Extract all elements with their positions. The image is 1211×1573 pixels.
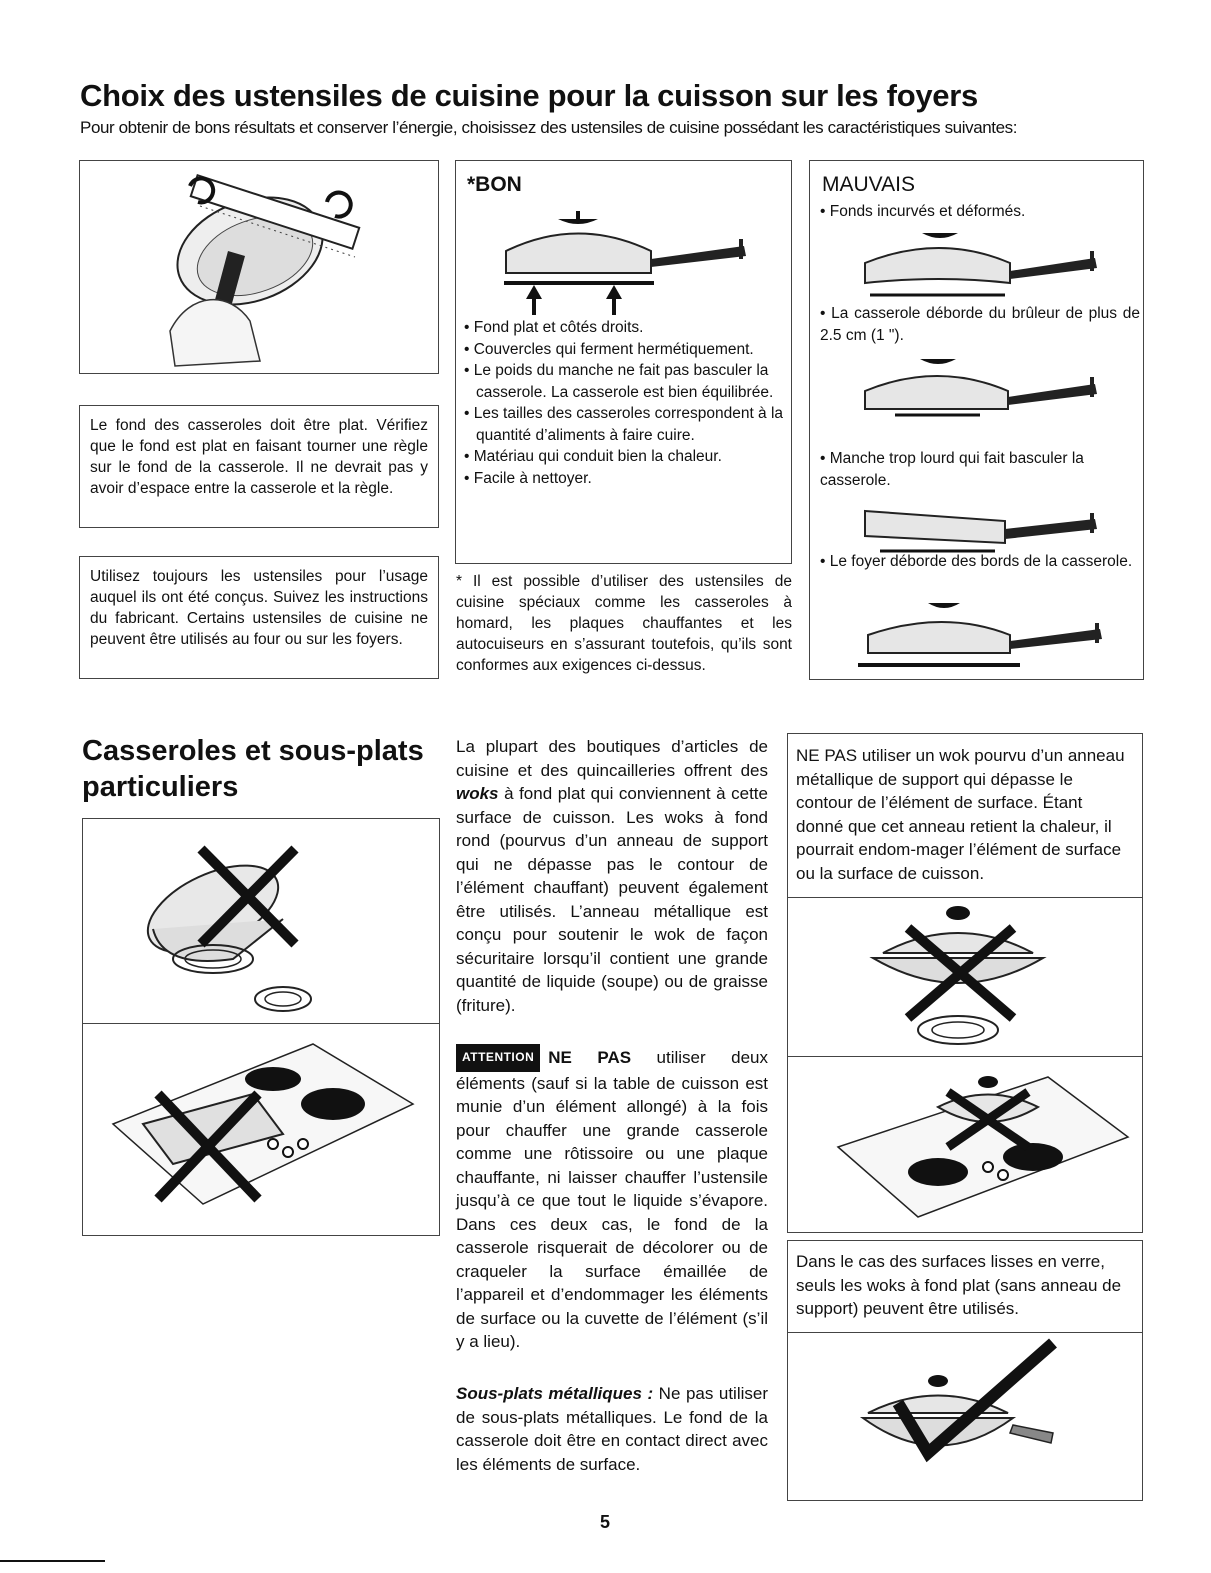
- cooktop-wok-illustration: [787, 1056, 1143, 1233]
- warning-text: utiliser deux éléments (sauf si la table de cuisson est munie d’un élément allongé) à la fois pour chauffer une grande casserole comme une rôtissoire ou une plaque chauffante, ni laisser chauffer l’ustensile jusqu’à ce que tout le liquide s’évapore. Dans ces deux cas, le fond de la casserole risquerait de décolorer ou de craqueler la surface émaillée de l’appareil et d’endommager les éléments de surface ou la cuvette de l’élément (s’il y a lieu).: [456, 1048, 768, 1351]
- usage-note-text: Utilisez toujours les ustensiles pour l’usage auquel ils ont été conçus. Suivez les instructions du fabricant. Certains ustensiles de cuisine ne peuvent être utilisés au four ou sur les foyers.: [90, 568, 428, 648]
- ruler-pan-illustration: [80, 161, 440, 375]
- griddle-illustration: [82, 1023, 440, 1236]
- bon-list: [464, 317, 784, 489]
- griddle-on-cooktop-icon: [83, 1024, 441, 1237]
- footer-line: [0, 1560, 105, 1562]
- bon-heading: *BON: [467, 173, 522, 196]
- bon-item: • Facile à nettoyer.: [464, 469, 592, 487]
- mauvais-item: • La casserole déborde du brûleur de plus de 2.5 cm (1 ").: [820, 305, 1140, 344]
- mauvais-item: • Manche trop lourd qui fait basculer la casserole.: [820, 450, 1084, 489]
- bon-item: • Les tailles des casseroles correspondent à la quantité d’aliments à faire cuire.: [464, 405, 784, 444]
- mauvais-box: [809, 160, 1144, 680]
- wok-on-cooktop-icon: [788, 1057, 1144, 1234]
- mauvais-item: • Le foyer déborde des bords de la casserole.: [820, 553, 1133, 570]
- small-pan-icon: [810, 597, 1145, 677]
- bon-item: • Le poids du manche ne fait pas basculer la casserole. La casserole est bien équilibrée.: [464, 362, 774, 401]
- canner-illustration: [82, 818, 440, 1024]
- flat-wok-illustration: [787, 1332, 1143, 1501]
- usage-note-box: [79, 556, 439, 679]
- smooth-surface-text: Dans le cas des surfaces lisses en verre, seuls les woks à fond plat (sans anneau de support) peuvent être utilisés.: [796, 1252, 1122, 1318]
- bon-footnote: * Il est possible d’utiliser des ustensiles de cuisine spéciaux comme les casseroles à homard, les plaques chauffantes et les autocuiseurs en s’assurant toutefois, qu’ils sont conformes aux exigences ci-dessus.: [456, 573, 792, 674]
- mauvais-item: • Fonds incurvés et déformés.: [820, 203, 1026, 220]
- wok-with-ring-icon: [788, 898, 1144, 1058]
- bon-item: • Matériau qui conduit bien la chaleur.: [464, 448, 722, 465]
- ruler-note-text: Le fond des casseroles doit être plat. Vérifiez que le fond est plat en faisant tourner une règle sur le fond de la casserole. Il ne devrait pas y avoir d’espace entre la casserole et la règle.: [90, 417, 428, 497]
- warning-paragraph: [456, 1044, 768, 1354]
- ruler-illustration-frame: [79, 160, 439, 374]
- ring-wok-illustration: [787, 897, 1143, 1057]
- sousplats-label: Sous-plats métalliques :: [456, 1384, 654, 1403]
- wok-paragraph: [456, 735, 768, 1017]
- attention-badge: ATTENTION: [456, 1044, 540, 1072]
- sousplats-text: Ne pas utiliser de sous-plats métalliques. Le fond de la casserole doit être en contact direct avec les éléments de surface.: [456, 1384, 768, 1474]
- flat-wok-checkmark-icon: [788, 1333, 1144, 1502]
- warning-bold: NE PAS: [548, 1048, 632, 1067]
- page-subtitle: Pour obtenir de bons résultats et conserver l’énergie, choisissez des ustensiles de cuisine possédant les caractéristiques suivantes:: [80, 118, 1018, 137]
- ruler-note-box: [79, 405, 439, 528]
- sousplats-paragraph: [456, 1382, 768, 1476]
- wok-warning-text: NE PAS utiliser un wok pourvu d’un anneau métallique de support qui dépasse le contour de l’élément de surface. Étant donné que cet anneau retient la chaleur, il pourrait endom-mager l’élément de surface ou la surface de cuisson.: [796, 746, 1125, 883]
- section-title: Casseroles et sous-plats particuliers: [82, 735, 424, 803]
- page-title: Choix des ustensiles de cuisine pour la cuisson sur les foyers: [80, 78, 978, 113]
- mauvais-heading: MAUVAIS: [822, 173, 915, 196]
- canner-on-element-icon: [83, 819, 441, 1025]
- smooth-surface-box: [787, 1240, 1143, 1333]
- warped-pan-icon: [810, 223, 1145, 303]
- bon-item: • Couvercles qui ferment hermétiquement.: [464, 340, 754, 358]
- oversize-pan-icon: [810, 351, 1145, 431]
- wok-warning-box: [787, 733, 1143, 898]
- wok-paragraph-text: La plupart des boutiques d’articles de cuisine et des quincailleries offrent des woks à fond plat qui conviennent à cette surface de cuisson. Les woks à fond rond (pourvus d’un anneau de support qui ne dépasse pas le contour de l’élément chauffant) peuvent également être utilisés. L’anneau métallique est conçu pour soutenir le wok de façon sécuritaire lorsqu’il contient une grande quantité de liquide (soupe) ou de graisse (friture).: [456, 737, 768, 1015]
- bon-item: • Fond plat et côtés droits.: [464, 319, 644, 336]
- page-number: 5: [600, 1512, 611, 1532]
- bon-box: [455, 160, 792, 564]
